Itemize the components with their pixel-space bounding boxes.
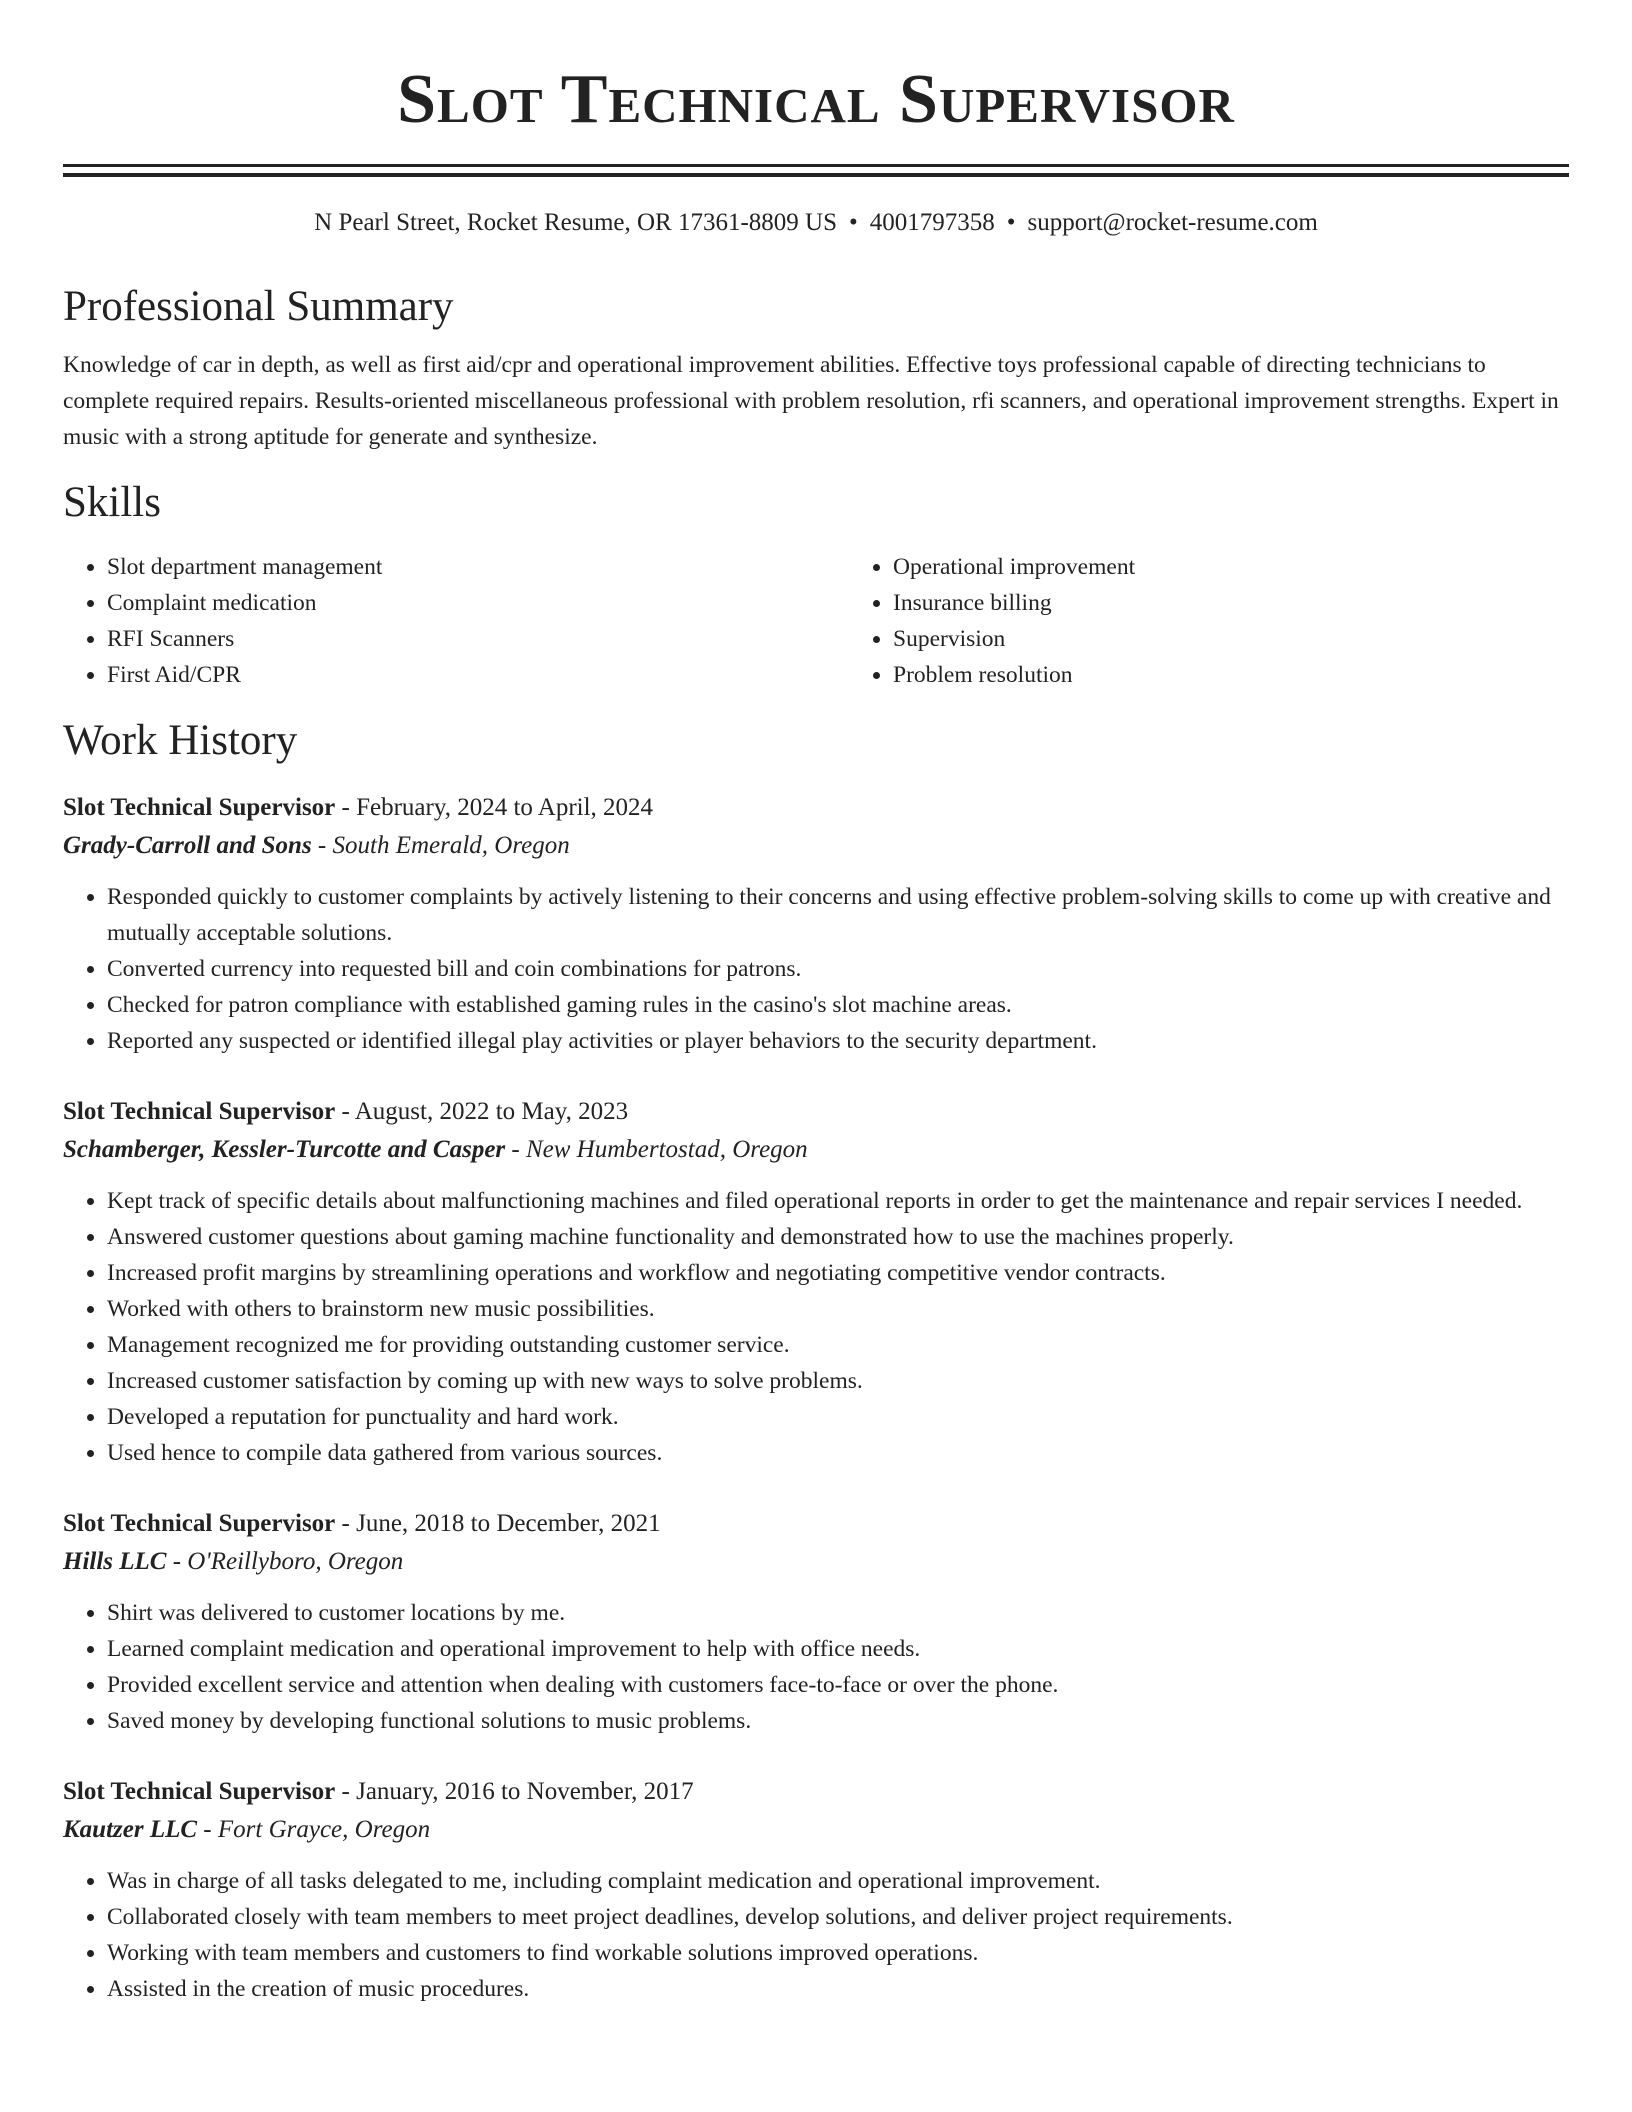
job-bullet: • Learned complaint medication and operational improvement to help with office needs.: [107, 1631, 1569, 1667]
contact-line: [63, 207, 1569, 239]
job-bullet: • Responded quickly to customer complaints by actively listening to their concerns and using effective problem-solving skills to come up with creative and mutually acceptable solutions.: [107, 879, 1569, 951]
skill-item: • First Aid/CPR: [107, 657, 849, 693]
contact-email[interactable]: support@rocket-resume.com: [1027, 209, 1318, 236]
resume-title: Slot Technical Supervisor: [397, 61, 1235, 138]
company-name: Kautzer LLC: [63, 1816, 198, 1843]
job-title-line: [63, 789, 1569, 827]
skill-item: • Insurance billing: [893, 585, 1632, 621]
job-title-line: [63, 1773, 1569, 1811]
skills-column-left: [63, 549, 849, 693]
title-divider-bottom: [63, 173, 1569, 177]
job-dates: - June, 2018 to December, 2021: [335, 1510, 661, 1537]
job-bullet: • Shirt was delivered to customer locations by me.: [107, 1595, 1569, 1631]
work-history-heading: Work History: [63, 717, 298, 764]
job-title: Slot Technical Supervisor: [63, 794, 336, 821]
skills-heading: Skills: [63, 479, 161, 526]
title-divider-top: [63, 164, 1569, 167]
job-bullet: • Working with team members and customers to find workable solutions improved operations.: [107, 1935, 1569, 1971]
skills-column-right: [849, 549, 1632, 693]
skill-item: • Slot department management: [107, 549, 849, 585]
job-bullet: • Kept track of specific details about malfunctioning machines and filed operational reports in order to get the maintenance and repair services I needed.: [107, 1183, 1569, 1219]
job-bullets: [63, 1863, 1569, 2007]
company-line: [63, 827, 1569, 865]
job-bullet: • Management recognized me for providing outstanding customer service.: [107, 1327, 1569, 1363]
job-bullet: • Collaborated closely with team members to meet project deadlines, develop solutions, and deliver project requirements.: [107, 1899, 1569, 1935]
job-bullet: • Developed a reputation for punctuality and hard work.: [107, 1399, 1569, 1435]
job-entry: [63, 789, 1569, 1059]
job-bullet: • Increased profit margins by streamlining operations and workflow and negotiating competitive vendor contracts.: [107, 1255, 1569, 1291]
job-bullets: [63, 879, 1569, 1059]
company-line: [63, 1131, 1569, 1169]
skills-list: [63, 549, 1569, 693]
skill-item: • Complaint medication: [107, 585, 849, 621]
company-location: - O'Reillyboro, Oregon: [166, 1548, 404, 1575]
contact-separator: •: [1006, 209, 1016, 236]
job-bullet: • Worked with others to brainstorm new music possibilities.: [107, 1291, 1569, 1327]
company-location: - South Emerald, Oregon: [311, 832, 570, 859]
job-bullets: [63, 1595, 1569, 1739]
job-bullet: • Reported any suspected or identified illegal play activities or player behaviors to the security department.: [107, 1023, 1569, 1059]
skill-item: • Problem resolution: [893, 657, 1632, 693]
company-line: [63, 1811, 1569, 1849]
job-bullet: • Converted currency into requested bill and coin combinations for patrons.: [107, 951, 1569, 987]
job-bullet: • Assisted in the creation of music procedures.: [107, 1971, 1569, 2007]
job-title: Slot Technical Supervisor: [63, 1098, 336, 1125]
job-dates: - August, 2022 to May, 2023: [335, 1098, 629, 1125]
contact-address: N Pearl Street, Rocket Resume, OR 17361-8809 US: [314, 209, 838, 236]
job-bullet: • Used hence to compile data gathered from various sources.: [107, 1435, 1569, 1471]
contact-separator: •: [849, 209, 858, 236]
job-entry: [63, 1505, 1569, 1739]
job-bullet: • Checked for patron compliance with established gaming rules in the casino's slot machine areas.: [107, 987, 1569, 1023]
job-bullet: • Was in charge of all tasks delegated to me, including complaint medication and operational improvement.: [107, 1863, 1569, 1899]
company-name: Schamberger, Kessler-Turcotte and Casper: [63, 1136, 506, 1163]
job-bullet: • Answered customer questions about gaming machine functionality and demonstrated how to use the machines properly.: [107, 1219, 1569, 1255]
company-name: Hills LLC: [63, 1548, 167, 1575]
contact-phone: 4001797358: [869, 209, 995, 236]
company-location: - New Humbertostad, Oregon: [505, 1136, 808, 1163]
job-title-line: [63, 1505, 1569, 1543]
job-dates: - January, 2016 to November, 2017: [335, 1778, 694, 1805]
skill-item: • Supervision: [893, 621, 1632, 657]
job-bullet: • Saved money by developing functional solutions to music problems.: [107, 1703, 1569, 1739]
job-title: Slot Technical Supervisor: [63, 1510, 336, 1537]
summary-text: Knowledge of car in depth, as well as first aid/cpr and operational improvement abilities. Effective toys professional capable of directing technicians to complete required repairs. Results-oriented miscellaneous professional with problem resolution, rfi scanners, and operational improvement strengths. Expert in music with a strong aptitude for generate and synthesize.: [63, 352, 1559, 450]
job-entry: [63, 1093, 1569, 1471]
skill-item: • RFI Scanners: [107, 621, 849, 657]
job-dates: - February, 2024 to April, 2024: [335, 794, 654, 821]
skill-item: • Operational improvement: [893, 549, 1632, 585]
job-title: Slot Technical Supervisor: [63, 1778, 336, 1805]
job-bullet: • Provided excellent service and attention when dealing with customers face-to-face or over the phone.: [107, 1667, 1569, 1703]
job-bullet: • Increased customer satisfaction by coming up with new ways to solve problems.: [107, 1363, 1569, 1399]
job-title-line: [63, 1093, 1569, 1131]
job-bullets: [63, 1183, 1569, 1471]
summary-heading: Professional Summary: [63, 283, 454, 330]
company-name: Grady-Carroll and Sons: [63, 832, 312, 859]
company-location: - Fort Grayce, Oregon: [197, 1816, 431, 1843]
company-line: [63, 1543, 1569, 1581]
job-entry: [63, 1773, 1569, 2007]
